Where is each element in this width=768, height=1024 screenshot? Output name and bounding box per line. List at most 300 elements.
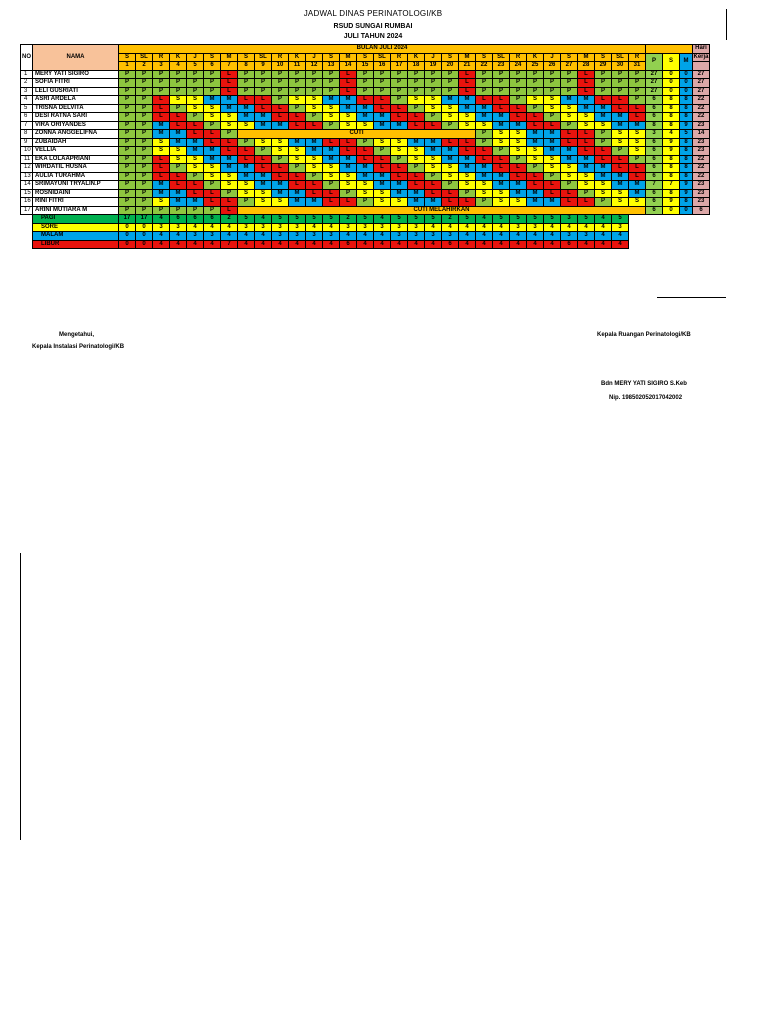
summary-value: 4 <box>425 240 442 249</box>
staff-number: 10 <box>21 147 33 156</box>
weekday-header: S <box>357 53 374 62</box>
shift-count-p: 7 <box>646 181 663 190</box>
summary-value: 4 <box>459 232 476 241</box>
summary-value: 5 <box>238 215 255 224</box>
shift-cell: P <box>595 198 612 207</box>
summary-value: 4 <box>238 240 255 249</box>
shift-count-p: 8 <box>646 121 663 130</box>
summary-value: 4 <box>357 240 374 249</box>
summary-row <box>21 215 710 224</box>
shift-cell: P <box>238 198 255 207</box>
shift-cell: L <box>425 121 442 130</box>
summary-value: 4 <box>442 223 459 232</box>
summary-value: 4 <box>323 240 340 249</box>
shift-cell: L <box>238 147 255 156</box>
date-header: 18 <box>408 62 425 71</box>
weekday-header: K <box>289 53 306 62</box>
shift-cell: L <box>255 164 272 173</box>
summary-value: 4 <box>238 232 255 241</box>
shift-cell: L <box>629 104 646 113</box>
shift-cell: L <box>306 121 323 130</box>
shift-cell: L <box>153 172 170 181</box>
date-header: 1 <box>119 62 136 71</box>
shift-cell: L <box>493 96 510 105</box>
shift-cell: P <box>136 104 153 113</box>
summary-value: 3 <box>289 232 306 241</box>
summary-value: 5 <box>459 215 476 224</box>
shift-cell: P <box>408 70 425 79</box>
shift-cell: L <box>510 113 527 122</box>
shift-cell: L <box>561 130 578 139</box>
weekday-header: J <box>425 53 442 62</box>
header-row-weekdays <box>21 53 710 62</box>
shift-cell: P <box>136 172 153 181</box>
shift-cell: P <box>255 79 272 88</box>
staff-row <box>21 198 710 207</box>
shift-cell: P <box>187 172 204 181</box>
shift-count-p: 27 <box>646 87 663 96</box>
shift-cell: P <box>323 181 340 190</box>
shift-cell: M <box>340 104 357 113</box>
shift-cell: S <box>629 130 646 139</box>
shift-cell: P <box>374 87 391 96</box>
shift-cell: S <box>153 198 170 207</box>
staff-number: 4 <box>21 96 33 105</box>
summary-value: 4 <box>153 232 170 241</box>
weekday-header: K <box>408 53 425 62</box>
summary-tail <box>629 215 710 224</box>
summary-value: 5 <box>289 215 306 224</box>
shift-count-s: 7 <box>663 181 680 190</box>
shift-cell: L <box>442 198 459 207</box>
shift-cell: S <box>493 130 510 139</box>
shift-cell: L <box>187 181 204 190</box>
shift-cell: P <box>442 79 459 88</box>
shift-cell: P <box>595 130 612 139</box>
shift-cell: M <box>374 121 391 130</box>
shift-cell: P <box>204 79 221 88</box>
shift-cell: S <box>238 181 255 190</box>
shift-cell: M <box>153 130 170 139</box>
shift-cell: P <box>391 96 408 105</box>
shift-cell: P <box>136 164 153 173</box>
shift-cell: L <box>272 113 289 122</box>
shift-cell: P <box>476 198 493 207</box>
shift-count-m: 8 <box>680 104 693 113</box>
summary-value: 3 <box>357 223 374 232</box>
shift-cell: S <box>510 138 527 147</box>
summary-value: 4 <box>374 232 391 241</box>
shift-cell: M <box>493 113 510 122</box>
summary-value: 4 <box>153 215 170 224</box>
summary-value: 0 <box>119 232 136 241</box>
shift-cell: L <box>510 104 527 113</box>
shift-cell: S <box>493 138 510 147</box>
shift-count-s: 4 <box>663 130 680 139</box>
shift-cell: P <box>306 79 323 88</box>
shift-cell: P <box>408 79 425 88</box>
shift-cell: P <box>527 164 544 173</box>
shift-cell: L <box>340 70 357 79</box>
shift-cell: M <box>629 181 646 190</box>
shift-cell: P <box>476 70 493 79</box>
shift-cell: L <box>391 164 408 173</box>
staff-number: 8 <box>21 130 33 139</box>
shift-cell: P <box>204 206 221 215</box>
date-header: 10 <box>272 62 289 71</box>
summary-value: 4 <box>578 240 595 249</box>
date-header: 19 <box>425 62 442 71</box>
shift-cell: S <box>561 113 578 122</box>
shift-cell: P <box>442 121 459 130</box>
left-signature-greeting: Mengetahui, <box>59 332 95 338</box>
shift-cell: L <box>289 113 306 122</box>
summary-value: 4 <box>476 215 493 224</box>
shift-cell: M <box>459 96 476 105</box>
shift-cell: M <box>493 172 510 181</box>
shift-cell: P <box>170 79 187 88</box>
shift-cell: P <box>629 70 646 79</box>
shift-cell: L <box>306 189 323 198</box>
shift-cell: S <box>510 147 527 156</box>
shift-cell: P <box>136 121 153 130</box>
shift-cell: S <box>323 113 340 122</box>
shift-cell: P <box>323 79 340 88</box>
shift-cell: S <box>595 189 612 198</box>
shift-cell: M <box>306 147 323 156</box>
shift-count-m: 8 <box>680 172 693 181</box>
date-header: 12 <box>306 62 323 71</box>
date-header: 15 <box>357 62 374 71</box>
duty-schedule-table <box>20 44 710 249</box>
shift-count-m: 0 <box>680 79 693 88</box>
weekday-header: S <box>442 53 459 62</box>
shift-cell: S <box>187 96 204 105</box>
shift-cell: L <box>221 87 238 96</box>
summary-value: 4 <box>476 232 493 241</box>
shift-count-s: 8 <box>663 164 680 173</box>
shift-cell: S <box>340 181 357 190</box>
shift-count-m: 0 <box>680 87 693 96</box>
shift-cell: M <box>459 104 476 113</box>
shift-cell: M <box>578 155 595 164</box>
summary-value: 3 <box>578 232 595 241</box>
summary-value: 0 <box>119 223 136 232</box>
shift-cell: L <box>272 172 289 181</box>
shift-cell: L <box>170 113 187 122</box>
shift-cell: S <box>272 138 289 147</box>
shift-cell: M <box>425 198 442 207</box>
shift-cell: L <box>170 121 187 130</box>
shift-cell: S <box>612 130 629 139</box>
summary-value: 6 <box>204 215 221 224</box>
shift-cell: P <box>425 113 442 122</box>
weekday-header: J <box>306 53 323 62</box>
summary-value: 4 <box>425 223 442 232</box>
weekday-header: S <box>323 53 340 62</box>
shift-cell: S <box>170 147 187 156</box>
shift-cell: L <box>476 96 493 105</box>
shift-cell: S <box>357 181 374 190</box>
shift-cell: L <box>374 155 391 164</box>
summary-value: 5 <box>323 215 340 224</box>
staff-name: SOFIA FITRI <box>33 79 119 88</box>
shift-cell: S <box>221 181 238 190</box>
shift-cell: L <box>153 164 170 173</box>
summary-value: 5 <box>272 215 289 224</box>
shift-cell: S <box>459 181 476 190</box>
weekday-header: SL <box>612 53 629 62</box>
shift-cell: L <box>153 155 170 164</box>
summary-value: 4 <box>459 240 476 249</box>
shift-cell: S <box>340 172 357 181</box>
shift-cell: L <box>629 172 646 181</box>
shift-cell: M <box>544 130 561 139</box>
shift-cell: M <box>476 172 493 181</box>
summary-value: 3 <box>255 223 272 232</box>
shift-cell: S <box>306 164 323 173</box>
shift-cell: P <box>119 181 136 190</box>
shift-cell: M <box>323 155 340 164</box>
weekday-header: S <box>476 53 493 62</box>
weekday-header: R <box>272 53 289 62</box>
shift-cell: P <box>204 70 221 79</box>
shift-cell: P <box>612 147 629 156</box>
shift-cell: M <box>238 113 255 122</box>
shift-cell: P <box>136 79 153 88</box>
shift-cell: S <box>510 198 527 207</box>
shift-cell: P <box>255 87 272 96</box>
shift-cell: S <box>442 172 459 181</box>
weekday-header: R <box>153 53 170 62</box>
shift-cell: S <box>255 138 272 147</box>
staff-row <box>21 147 710 156</box>
shift-count-m: 9 <box>680 121 693 130</box>
shift-cell: P <box>442 87 459 96</box>
shift-cell: M <box>629 189 646 198</box>
shift-cell: L <box>578 70 595 79</box>
shift-cell: P <box>510 155 527 164</box>
shift-cell: M <box>323 96 340 105</box>
shift-cell: S <box>272 147 289 156</box>
shift-cell: L <box>629 164 646 173</box>
shift-cell: P <box>578 189 595 198</box>
shift-cell: P <box>119 70 136 79</box>
date-header: 28 <box>578 62 595 71</box>
summary-value: 4 <box>306 223 323 232</box>
malam-count-header: M <box>680 53 693 70</box>
shift-cell: S <box>221 113 238 122</box>
summary-value: 5 <box>527 215 544 224</box>
date-header: 17 <box>391 62 408 71</box>
summary-value: 4 <box>153 240 170 249</box>
shift-cell: P <box>289 87 306 96</box>
shift-cell: L <box>153 113 170 122</box>
shift-cell: M <box>459 155 476 164</box>
staff-number: 3 <box>21 87 33 96</box>
shift-count-p: 6 <box>646 155 663 164</box>
shift-cell: M <box>374 113 391 122</box>
summary-value: 4 <box>408 240 425 249</box>
summary-value: 3 <box>238 223 255 232</box>
shift-cell: P <box>238 79 255 88</box>
date-header: 13 <box>323 62 340 71</box>
summary-value: 3 <box>374 223 391 232</box>
shift-cell: P <box>136 198 153 207</box>
shift-count-s: 9 <box>663 138 680 147</box>
weekday-header: M <box>340 53 357 62</box>
shift-cell: M <box>170 130 187 139</box>
shift-cell: M <box>510 189 527 198</box>
shift-cell: P <box>153 206 170 215</box>
summary-value: 7 <box>221 240 238 249</box>
work-days: 23 <box>693 138 710 147</box>
weekday-header: SL <box>493 53 510 62</box>
shift-count-s: 8 <box>663 96 680 105</box>
shift-cell: M <box>357 104 374 113</box>
shift-cell: P <box>425 87 442 96</box>
shift-cell: L <box>187 189 204 198</box>
date-header: 30 <box>612 62 629 71</box>
shift-cell: M <box>289 198 306 207</box>
shift-cell: P <box>425 79 442 88</box>
summary-value: 3 <box>306 232 323 241</box>
shift-cell: S <box>527 96 544 105</box>
shift-cell: S <box>561 172 578 181</box>
shift-cell: M <box>289 138 306 147</box>
shift-cell: P <box>119 189 136 198</box>
shift-cell: L <box>527 121 544 130</box>
summary-value: 0 <box>119 240 136 249</box>
shift-cell: L <box>357 147 374 156</box>
shift-cell: M <box>442 96 459 105</box>
hospital-name: RSUD SUNGAI RUMBAI <box>333 23 413 30</box>
summary-value: 4 <box>459 223 476 232</box>
shift-cell: S <box>391 138 408 147</box>
shift-cell: P <box>629 79 646 88</box>
summary-value: 5 <box>306 215 323 224</box>
shift-cell: L <box>493 104 510 113</box>
summary-value: 4 <box>527 232 544 241</box>
shift-cell: M <box>204 147 221 156</box>
shift-cell: P <box>136 181 153 190</box>
weekday-header: M <box>459 53 476 62</box>
shift-cell: P <box>306 87 323 96</box>
shift-cell: M <box>595 113 612 122</box>
shift-cell: S <box>544 155 561 164</box>
shift-cell: M <box>289 189 306 198</box>
date-header: 8 <box>238 62 255 71</box>
summary-value: 3 <box>527 223 544 232</box>
shift-cell: M <box>408 198 425 207</box>
weekday-header: K <box>527 53 544 62</box>
shift-cell: S <box>408 96 425 105</box>
shift-cell: P <box>391 155 408 164</box>
shift-cell: S <box>408 155 425 164</box>
shift-cell: L <box>374 164 391 173</box>
shift-cell: L <box>544 181 561 190</box>
shift-cell: S <box>544 104 561 113</box>
summary-value: 6 <box>561 240 578 249</box>
shift-cell: M <box>153 189 170 198</box>
summary-value: 3 <box>425 232 442 241</box>
shift-cell: L <box>425 181 442 190</box>
shift-cell: M <box>544 138 561 147</box>
summary-value: 4 <box>476 223 493 232</box>
shift-cell: P <box>119 164 136 173</box>
summary-value: 6 <box>187 215 204 224</box>
shift-cell: L <box>408 113 425 122</box>
shift-cell: M <box>255 181 272 190</box>
shift-cell: L <box>476 147 493 156</box>
shift-cell: S <box>272 198 289 207</box>
shift-cell: S <box>204 113 221 122</box>
shift-cell: S <box>629 147 646 156</box>
shift-cell: S <box>238 121 255 130</box>
shift-count-m: 8 <box>680 96 693 105</box>
work-days: 23 <box>693 198 710 207</box>
date-header: 2 <box>136 62 153 71</box>
shift-cell: S <box>578 121 595 130</box>
shift-count-m: 9 <box>680 189 693 198</box>
shift-cell: P <box>238 138 255 147</box>
shift-cell: P <box>204 121 221 130</box>
summary-value: 4 <box>595 215 612 224</box>
shift-cell: P <box>153 70 170 79</box>
shift-cell: L <box>561 198 578 207</box>
staff-number: 11 <box>21 155 33 164</box>
date-header: 3 <box>153 62 170 71</box>
shift-cell: P <box>357 198 374 207</box>
sore-count-header: S <box>663 53 680 70</box>
shift-cell: P <box>510 70 527 79</box>
summary-value: 4 <box>544 232 561 241</box>
shift-cell: M <box>493 181 510 190</box>
shift-cell: S <box>459 121 476 130</box>
shift-cell: L <box>459 147 476 156</box>
shift-cell: L <box>170 172 187 181</box>
hari-kerja-header-line2: Kerja <box>693 53 709 60</box>
work-days: 27 <box>693 70 710 79</box>
shift-count-s: 8 <box>663 189 680 198</box>
shift-cell: S <box>527 155 544 164</box>
shift-count-m: 9 <box>680 181 693 190</box>
shift-cell: L <box>340 138 357 147</box>
shift-cell: L <box>493 155 510 164</box>
summary-value: 4 <box>578 223 595 232</box>
shift-cell: P <box>527 79 544 88</box>
shift-cell: P <box>204 87 221 96</box>
summary-value: 5 <box>408 215 425 224</box>
shift-cell: P <box>425 172 442 181</box>
shift-cell: M <box>459 164 476 173</box>
shift-count-p: 6 <box>646 189 663 198</box>
shift-count-s: 0 <box>663 87 680 96</box>
summary-value: 4 <box>255 240 272 249</box>
shift-cell: P <box>629 87 646 96</box>
shift-cell: L <box>187 121 204 130</box>
shift-count-s: 8 <box>663 121 680 130</box>
weekday-header: R <box>629 53 646 62</box>
shift-cell: P <box>357 138 374 147</box>
summary-value: 4 <box>391 240 408 249</box>
weekday-header: R <box>510 53 527 62</box>
shift-cell: M <box>595 172 612 181</box>
shift-cell: M <box>340 96 357 105</box>
shift-cell: M <box>170 138 187 147</box>
shift-cell: L <box>340 198 357 207</box>
staff-row <box>21 181 710 190</box>
